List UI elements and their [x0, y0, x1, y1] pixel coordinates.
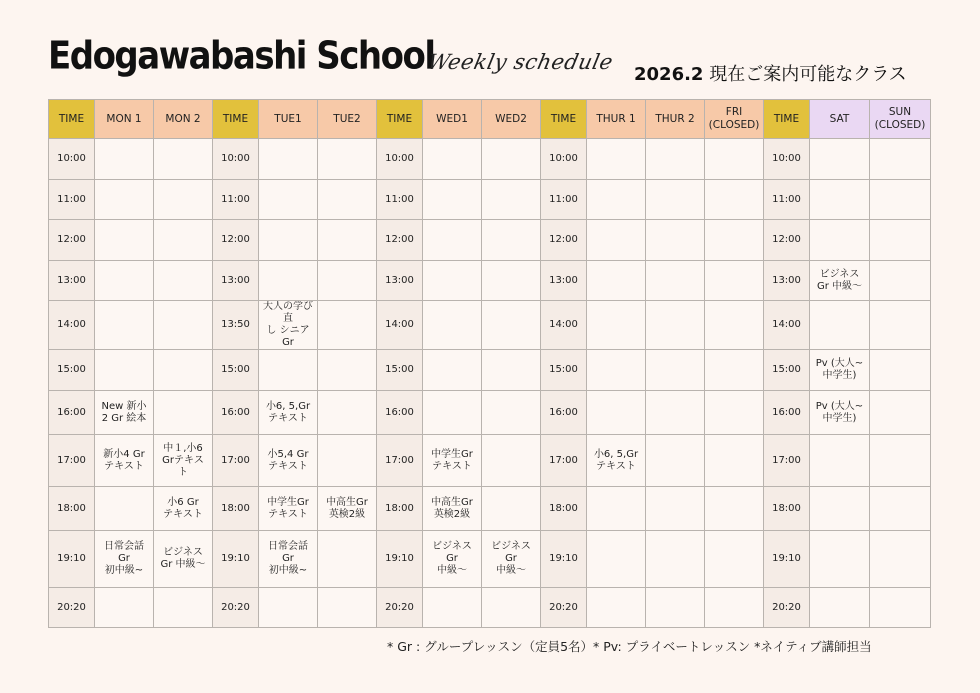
- slot-sat: [810, 531, 870, 588]
- time-cell: 19:10: [377, 531, 423, 588]
- column-header: THUR 1: [587, 100, 646, 139]
- slot-wed1: [423, 301, 482, 350]
- time-cell: 15:00: [377, 350, 423, 391]
- slot-wed1: [423, 180, 482, 220]
- date-year: 2026.2: [634, 64, 704, 85]
- slot-thur2: [646, 139, 705, 180]
- schedule-row: [49, 180, 931, 220]
- schedule-row: [49, 350, 931, 391]
- schedule-row: [49, 531, 931, 588]
- time-cell: 10:00: [377, 139, 423, 180]
- slot-mon1: [95, 350, 154, 391]
- time-cell: 14:00: [49, 301, 95, 350]
- slot-thur1: [587, 139, 646, 180]
- slot-wed1: [423, 139, 482, 180]
- time-cell: 10:00: [213, 139, 259, 180]
- schedule-row: [49, 139, 931, 180]
- slot-tue1: [259, 180, 318, 220]
- column-header: WED2: [482, 100, 541, 139]
- lesson-mon1: 日常会話 Gr 初中級~: [95, 531, 154, 588]
- slot-mon1: [95, 220, 154, 261]
- column-header: FRI (CLOSED): [705, 100, 764, 139]
- slot-mon1: [95, 301, 154, 350]
- time-cell: 15:00: [49, 350, 95, 391]
- slot-thur1: [587, 180, 646, 220]
- slot-thur2: [646, 531, 705, 588]
- schedule-table: [48, 99, 931, 628]
- slot-wed1: [423, 261, 482, 301]
- slot-sun: [870, 261, 931, 301]
- slot-tue1: [259, 588, 318, 628]
- slot-mon2: [154, 391, 213, 435]
- lesson-sat: Pv (大人~ 中学生): [810, 391, 870, 435]
- time-cell: 11:00: [541, 180, 587, 220]
- lesson-thur1: 小6, 5,Gr テキスト: [587, 435, 646, 487]
- time-cell: 11:00: [49, 180, 95, 220]
- page-header: [48, 34, 938, 90]
- header-row: [49, 100, 931, 139]
- slot-thur2: [646, 301, 705, 350]
- slot-sun: [870, 391, 931, 435]
- schedule-row: [49, 261, 931, 301]
- slot-wed2: [482, 139, 541, 180]
- lesson-mon2: ビジネス Gr 中級〜: [154, 531, 213, 588]
- time-cell: 18:00: [213, 487, 259, 531]
- slot-thur1: [587, 350, 646, 391]
- slot-tue2: [318, 588, 377, 628]
- time-cell: 17:00: [49, 435, 95, 487]
- slot-wed2: [482, 180, 541, 220]
- slot-sat: [810, 487, 870, 531]
- schedule-row: [49, 435, 931, 487]
- column-header: SUN (CLOSED): [870, 100, 931, 139]
- slot-mon1: [95, 180, 154, 220]
- slot-sat: [810, 301, 870, 350]
- slot-mon1: [95, 139, 154, 180]
- time-cell: 11:00: [377, 180, 423, 220]
- column-header: SAT: [810, 100, 870, 139]
- slot-wed2: [482, 391, 541, 435]
- time-cell: 16:00: [541, 391, 587, 435]
- lesson-wed1: ビジネス Gr 中級〜: [423, 531, 482, 588]
- column-header: THUR 2: [646, 100, 705, 139]
- slot-sun: [870, 220, 931, 261]
- lesson-mon1: New 新小 2 Gr 絵本: [95, 391, 154, 435]
- slot-sun: [870, 301, 931, 350]
- time-cell: 18:00: [49, 487, 95, 531]
- lesson-sat: ビジネス Gr 中級〜: [810, 261, 870, 301]
- slot-thur1: [587, 220, 646, 261]
- schedule-row: [49, 391, 931, 435]
- time-cell: 14:00: [764, 301, 810, 350]
- time-cell: 16:00: [377, 391, 423, 435]
- column-header: WED1: [423, 100, 482, 139]
- slot-sat: [810, 139, 870, 180]
- column-header: MON 1: [95, 100, 154, 139]
- slot-thur1: [587, 391, 646, 435]
- slot-tue1: [259, 139, 318, 180]
- slot-mon2: [154, 180, 213, 220]
- slot-tue2: [318, 350, 377, 391]
- time-cell: 12:00: [377, 220, 423, 261]
- slot-mon2: [154, 139, 213, 180]
- time-cell: 19:10: [213, 531, 259, 588]
- lesson-mon2: 中１,小6 Grテキス ト: [154, 435, 213, 487]
- time-cell: 20:20: [764, 588, 810, 628]
- slot-tue2: [318, 180, 377, 220]
- slot-thur2: [646, 350, 705, 391]
- slot-tue2: [318, 435, 377, 487]
- date-text: 現在ご案内可能なクラス: [703, 64, 907, 85]
- time-cell: 13:00: [213, 261, 259, 301]
- time-cell: 14:00: [377, 301, 423, 350]
- time-cell: 17:00: [213, 435, 259, 487]
- slot-mon1: [95, 588, 154, 628]
- time-cell: 14:00: [541, 301, 587, 350]
- time-cell: 16:00: [213, 391, 259, 435]
- slot-sat: [810, 220, 870, 261]
- lesson-mon1: 新小4 Gr テキスト: [95, 435, 154, 487]
- slot-wed2: [482, 220, 541, 261]
- lesson-tue1: 日常会話 Gr 初中級~: [259, 531, 318, 588]
- date-title: [634, 60, 907, 86]
- schedule-row: [49, 301, 931, 350]
- slot-wed2: [482, 301, 541, 350]
- slot-tue2: [318, 531, 377, 588]
- time-cell: 19:10: [49, 531, 95, 588]
- time-cell: 12:00: [764, 220, 810, 261]
- time-cell: 12:00: [49, 220, 95, 261]
- slot-wed1: [423, 220, 482, 261]
- slot-fri: [705, 220, 764, 261]
- lesson-wed1: 中学生Gr テキスト: [423, 435, 482, 487]
- time-cell: 13:50: [213, 301, 259, 350]
- lesson-sat: Pv (大人~ 中学生): [810, 350, 870, 391]
- time-cell: 18:00: [764, 487, 810, 531]
- slot-tue2: [318, 301, 377, 350]
- slot-thur1: [587, 588, 646, 628]
- lesson-wed2: ビジネス Gr 中級〜: [482, 531, 541, 588]
- time-cell: 20:20: [49, 588, 95, 628]
- slot-wed1: [423, 350, 482, 391]
- column-header: TIME: [49, 100, 95, 139]
- time-cell: 19:10: [541, 531, 587, 588]
- slot-wed2: [482, 261, 541, 301]
- lesson-tue1: 中学生Gr テキスト: [259, 487, 318, 531]
- time-cell: 11:00: [213, 180, 259, 220]
- slot-fri: [705, 180, 764, 220]
- slot-fri: [705, 350, 764, 391]
- slot-wed2: [482, 350, 541, 391]
- lesson-wed1: 中高生Gr 英検2級: [423, 487, 482, 531]
- slot-sat: [810, 588, 870, 628]
- time-cell: 10:00: [49, 139, 95, 180]
- slot-tue1: [259, 261, 318, 301]
- slot-thur1: [587, 301, 646, 350]
- slot-thur2: [646, 435, 705, 487]
- slot-fri: [705, 588, 764, 628]
- slot-wed1: [423, 588, 482, 628]
- slot-fri: [705, 435, 764, 487]
- time-cell: 13:00: [377, 261, 423, 301]
- schedule-row: [49, 588, 931, 628]
- time-cell: 10:00: [541, 139, 587, 180]
- schedule-row: [49, 487, 931, 531]
- slot-fri: [705, 139, 764, 180]
- slot-fri: [705, 531, 764, 588]
- slot-mon1: [95, 487, 154, 531]
- slot-thur1: [587, 531, 646, 588]
- slot-thur2: [646, 180, 705, 220]
- time-cell: 20:20: [541, 588, 587, 628]
- time-cell: 13:00: [541, 261, 587, 301]
- time-cell: 15:00: [541, 350, 587, 391]
- slot-thur2: [646, 588, 705, 628]
- slot-thur2: [646, 391, 705, 435]
- slot-mon2: [154, 220, 213, 261]
- lesson-tue1: 小5,4 Gr テキスト: [259, 435, 318, 487]
- slot-tue1: [259, 350, 318, 391]
- slot-thur2: [646, 261, 705, 301]
- slot-mon1: [95, 261, 154, 301]
- slot-tue2: [318, 220, 377, 261]
- column-header: MON 2: [154, 100, 213, 139]
- slot-thur2: [646, 487, 705, 531]
- time-cell: 17:00: [541, 435, 587, 487]
- time-cell: 15:00: [764, 350, 810, 391]
- time-cell: 16:00: [49, 391, 95, 435]
- time-cell: 16:00: [764, 391, 810, 435]
- slot-fri: [705, 261, 764, 301]
- schedule-row: [49, 220, 931, 261]
- time-cell: 11:00: [764, 180, 810, 220]
- slot-mon2: [154, 588, 213, 628]
- slot-sun: [870, 531, 931, 588]
- time-cell: 13:00: [764, 261, 810, 301]
- time-cell: 17:00: [377, 435, 423, 487]
- slot-tue2: [318, 391, 377, 435]
- slot-wed2: [482, 435, 541, 487]
- slot-wed2: [482, 487, 541, 531]
- slot-sun: [870, 588, 931, 628]
- lesson-tue1: 大人の学び直 し シニア Gr: [259, 301, 318, 350]
- slot-mon2: [154, 261, 213, 301]
- slot-thur2: [646, 220, 705, 261]
- slot-sat: [810, 180, 870, 220]
- time-cell: 17:00: [764, 435, 810, 487]
- slot-sun: [870, 139, 931, 180]
- time-cell: 18:00: [377, 487, 423, 531]
- lesson-tue1: 小6, 5,Gr テキスト: [259, 391, 318, 435]
- slot-thur1: [587, 261, 646, 301]
- schedule-subtitle: Weekly schedule: [425, 50, 616, 74]
- slot-thur1: [587, 487, 646, 531]
- time-cell: 19:10: [764, 531, 810, 588]
- time-cell: 20:20: [213, 588, 259, 628]
- slot-sat: [810, 435, 870, 487]
- slot-tue2: [318, 261, 377, 301]
- slot-tue2: [318, 139, 377, 180]
- time-cell: 13:00: [49, 261, 95, 301]
- lesson-tue2: 中高生Gr 英検2級: [318, 487, 377, 531]
- column-header: TIME: [764, 100, 810, 139]
- footnote: * Gr : グループレッスン（定員5名）* Pv: プライベートレッスン *ネイティブ講師担当: [387, 639, 872, 654]
- slot-sun: [870, 350, 931, 391]
- time-cell: 18:00: [541, 487, 587, 531]
- column-header: TIME: [377, 100, 423, 139]
- slot-sun: [870, 435, 931, 487]
- time-cell: 20:20: [377, 588, 423, 628]
- time-cell: 15:00: [213, 350, 259, 391]
- column-header: TIME: [541, 100, 587, 139]
- slot-wed1: [423, 391, 482, 435]
- time-cell: 10:00: [764, 139, 810, 180]
- time-cell: 12:00: [541, 220, 587, 261]
- slot-sun: [870, 180, 931, 220]
- lesson-mon2: 小6 Gr テキスト: [154, 487, 213, 531]
- time-cell: 12:00: [213, 220, 259, 261]
- column-header: TIME: [213, 100, 259, 139]
- column-header: TUE2: [318, 100, 377, 139]
- slot-sun: [870, 487, 931, 531]
- school-title: Edogawabashi School: [48, 34, 435, 79]
- slot-wed2: [482, 588, 541, 628]
- slot-fri: [705, 301, 764, 350]
- slot-mon2: [154, 301, 213, 350]
- slot-mon2: [154, 350, 213, 391]
- column-header: TUE1: [259, 100, 318, 139]
- slot-fri: [705, 391, 764, 435]
- slot-fri: [705, 487, 764, 531]
- slot-tue1: [259, 220, 318, 261]
